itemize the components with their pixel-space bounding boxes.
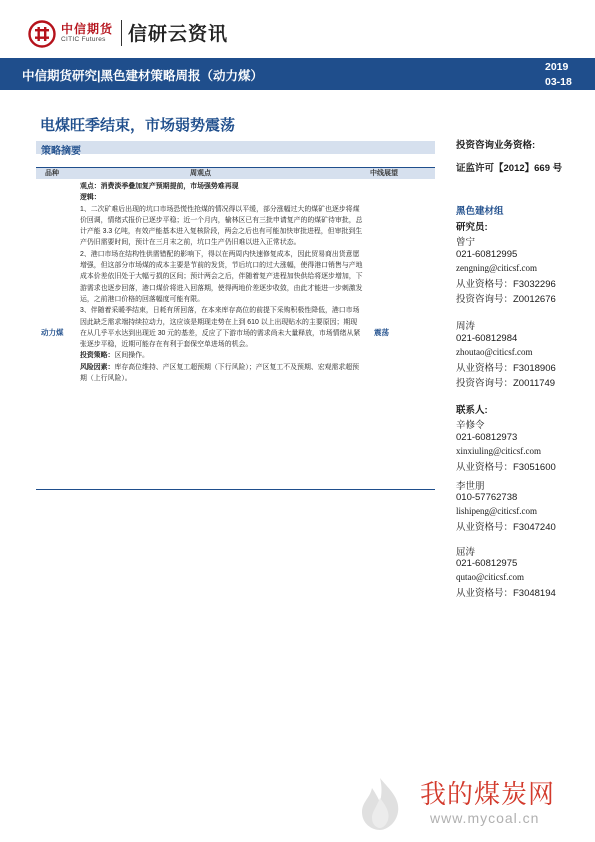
summary-label: 策略摘要 <box>41 146 81 157</box>
person-email: qutao@citicsf.com <box>456 572 525 582</box>
report-series-title: 中信期货研究|黑色建材策略周报（动力煤） <box>22 69 263 83</box>
citic-futures-logo <box>28 18 128 48</box>
logo-chinese-name: 中信期货 <box>61 22 114 36</box>
column-header-outlook: 中线展望 <box>370 170 398 177</box>
watermark-url: www.mycoal.cn <box>430 810 540 826</box>
team-name: 黑色建材组 <box>456 206 504 217</box>
strategy-text: 区间操作。 <box>114 352 149 360</box>
person-cert: 从业资格号：F3018906 <box>456 363 556 374</box>
brand-title: 信研云资讯 <box>128 23 229 45</box>
qualification-value: 证监许可【2012】669 号 <box>456 163 563 174</box>
person-phone: 021-60812973 <box>456 432 518 443</box>
person-email: lishipeng@citicsf.com <box>456 506 538 516</box>
person-phone: 021-60812984 <box>456 333 518 344</box>
risk-text: 库存高位维持、产区复工超预期（下行风险）；产区复工不及预期、宏观需求超预期（上行风险）。 <box>80 363 360 383</box>
mycoal-watermark <box>350 770 590 834</box>
page-title: 电煤旺季结束，市场弱势震荡 <box>40 117 236 134</box>
risk-label: 风险因素： <box>80 363 115 371</box>
contact-label: 联系人: <box>456 405 488 416</box>
person-name: 曾宁 <box>456 237 476 248</box>
person-cert: 从业资格号：F3048194 <box>456 588 556 599</box>
person-cert: 从业资格号：F3051600 <box>456 462 556 473</box>
person-advisory: 投资咨询号：Z0011749 <box>456 378 556 389</box>
person-cert: 从业资格号：F3032296 <box>456 279 556 290</box>
point-2: 2、港口市场在结构性供需错配的影响下，得以在两周内快速修复成本，因此贸易商出货意愿增强，但这部分市场煤的成本主要是节前的发货，节后坑口的过大涨幅，使得港口销售与产地成本价差依旧处于大幅亏损的区间；预计两会之后，伴随着复产进程加快供给将逐步增加，下游需求也逐步回落，港口煤价将进入回落期，使得两地价差逐步收敛，由此才能进一步刺激发运，之前港口价格的回落幅度可能有限。 <box>80 250 363 303</box>
person-email: zhoutao@citicsf.com <box>456 347 533 357</box>
person-email: zengning@citicsf.com <box>456 263 538 273</box>
person-name: 李世朋 <box>456 481 485 492</box>
table-cell-product: 动力煤 <box>41 328 64 337</box>
strategy-line <box>80 350 363 361</box>
watermark-text: 我的煤炭网 <box>420 779 556 809</box>
researcher-label: 研究员: <box>456 222 488 233</box>
citic-logo-icon <box>28 20 56 48</box>
column-header-weekly-view: 周观点 <box>190 170 211 177</box>
logo-english-name: CITIC Futures <box>61 36 106 43</box>
table-bottom-rule <box>36 489 435 490</box>
flame-icon <box>350 774 410 832</box>
person-cert: 从业资格号：F3047240 <box>456 522 556 533</box>
strategy-label: 投资策略： <box>80 352 115 360</box>
person-phone: 010-57762738 <box>456 492 518 503</box>
person-advisory: 投资咨询号：Z0012676 <box>456 294 556 305</box>
weekly-view-text <box>80 181 363 384</box>
summary-header-box <box>36 141 435 154</box>
point-3: 3、伴随着采暖季结束，日耗有所回落，在本来库存高位的前提下采购积极性降低，港口市场因此缺乏需求端持续拉动力，这应该是期现走势在上到 610 以上出现贴水的主要原因；期现在从几乎平水达到出现近 30 元的基差，反应了下游市场的需求尚未大量释放，市场情绪从紧张逐步平稳，近期可能存在有利于套保空单进场的机会。 <box>80 307 361 349</box>
point-1: 1、二次矿难后出现的坑口市场恐慌性抢煤的情况得以平缓，部分涨幅过大的煤矿也逐步将煤价回调，情绪式报价已逐步平稳；近一个月内，榆林区已有三批申请复产的的煤矿待审批，总计产能 3.3 亿吨，有效产能基本进入复核阶段，两会之后也有可能加快审批进程，但审批到生产仍旧需要时间，预计在三月末之前，坑口生产仍旧难以进入正常状态。 <box>80 205 363 247</box>
header-divider <box>121 20 122 46</box>
risk-line <box>80 362 363 385</box>
person-email: xinxiuling@citicsf.com <box>456 446 542 456</box>
qualification-label: 投资咨询业务资格: <box>456 140 536 151</box>
column-header-product: 品种 <box>45 170 59 177</box>
logic-label: 逻辑： <box>80 194 101 202</box>
person-phone: 021-60812995 <box>456 249 518 260</box>
view-headline: 观点：消费淡季叠加复产预期提前，市场强势难再现 <box>80 183 239 190</box>
report-year: 2019 <box>545 61 569 73</box>
report-date: 03-18 <box>545 76 572 88</box>
person-name: 屈涛 <box>456 547 476 558</box>
person-name: 周涛 <box>456 321 476 332</box>
person-phone: 021-60812975 <box>456 558 518 569</box>
person-name: 辛修令 <box>456 420 485 431</box>
table-cell-outlook: 震荡 <box>374 328 389 337</box>
